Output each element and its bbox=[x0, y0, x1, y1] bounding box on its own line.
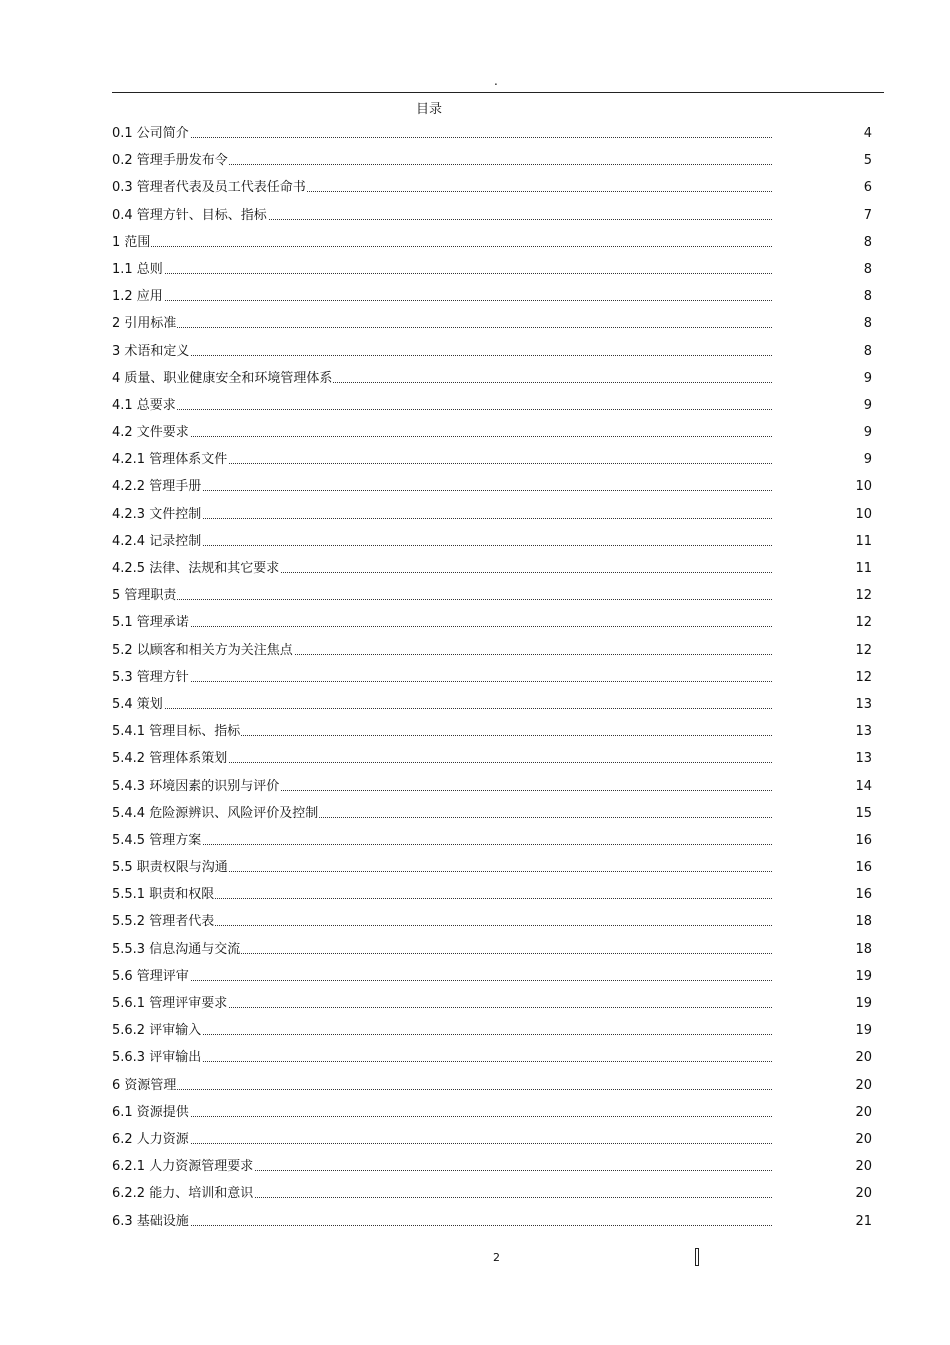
toc-entry[interactable] bbox=[112, 777, 872, 804]
toc-entry-page: 20 bbox=[855, 1104, 872, 1120]
toc-dot-leader bbox=[132, 681, 772, 682]
toc-entry-page: 9 bbox=[863, 397, 872, 413]
toc-entry-label: 5.4.4 危险源辨识、风险评价及控制 bbox=[112, 804, 319, 824]
toc-entry-label: 5 管理职责 bbox=[112, 586, 177, 606]
toc-entry-label: 4.2 文件要求 bbox=[112, 423, 190, 443]
toc-dot-leader bbox=[132, 300, 772, 301]
toc-entry[interactable] bbox=[112, 314, 872, 341]
toc-entry-page: 9 bbox=[863, 425, 872, 441]
toc-entry-label: 6.2.1 人力资源管理要求 bbox=[112, 1157, 254, 1177]
toc-entry-page: 20 bbox=[855, 1186, 872, 1202]
header-rule bbox=[112, 92, 884, 93]
toc-entry[interactable] bbox=[112, 559, 872, 586]
toc-entry[interactable] bbox=[112, 369, 872, 396]
toc-entry-label: 5.4.2 管理体系策划 bbox=[112, 749, 228, 769]
toc-entry-page: 20 bbox=[855, 1159, 872, 1175]
toc-entry[interactable] bbox=[112, 1103, 872, 1130]
toc-entry[interactable] bbox=[112, 396, 872, 423]
toc-entry-page: 6 bbox=[863, 180, 872, 196]
toc-entry-label: 5.4.3 环境因素的识别与评价 bbox=[112, 777, 280, 797]
toc-dot-leader bbox=[132, 925, 772, 926]
toc-entry-page: 8 bbox=[863, 261, 872, 277]
toc-entry-label: 5.4 策划 bbox=[112, 695, 164, 715]
toc-entry[interactable] bbox=[112, 1212, 872, 1239]
toc-dot-leader bbox=[132, 246, 772, 247]
toc-entry[interactable] bbox=[112, 994, 872, 1021]
toc-entry-page: 19 bbox=[855, 1023, 872, 1039]
toc-dot-leader bbox=[132, 1116, 772, 1117]
toc-dot-leader bbox=[132, 844, 772, 845]
toc-entry[interactable] bbox=[112, 722, 872, 749]
toc-entry-label: 6.2.2 能力、培训和意识 bbox=[112, 1184, 254, 1204]
toc-entry-page: 12 bbox=[855, 615, 872, 631]
toc-entry[interactable] bbox=[112, 940, 872, 967]
toc-entry-label: 1 范围 bbox=[112, 233, 151, 253]
text-cursor-icon bbox=[695, 1248, 699, 1266]
toc-entry-label: 2 引用标准 bbox=[112, 314, 177, 334]
toc-entry[interactable] bbox=[112, 912, 872, 939]
toc-entry[interactable] bbox=[112, 668, 872, 695]
toc-entry[interactable] bbox=[112, 532, 872, 559]
toc-entry[interactable] bbox=[112, 1021, 872, 1048]
toc-dot-leader bbox=[132, 708, 772, 709]
toc-entry[interactable] bbox=[112, 695, 872, 722]
toc-entry-label: 4.2.1 管理体系文件 bbox=[112, 450, 228, 470]
toc-entry-label: 4.1 总要求 bbox=[112, 396, 177, 416]
toc-entry[interactable] bbox=[112, 641, 872, 668]
toc-entry[interactable] bbox=[112, 505, 872, 532]
toc-entry-page: 20 bbox=[855, 1077, 872, 1093]
toc-entry[interactable] bbox=[112, 124, 872, 151]
toc-dot-leader bbox=[132, 980, 772, 981]
toc-entry-label: 5.6.2 评审输入 bbox=[112, 1021, 202, 1041]
toc-entry-page: 12 bbox=[855, 588, 872, 604]
toc-dot-leader bbox=[132, 327, 772, 328]
toc-entry-label: 4.2.4 记录控制 bbox=[112, 532, 202, 552]
toc-entry-page: 12 bbox=[855, 669, 872, 685]
toc-entry-page: 7 bbox=[863, 207, 872, 223]
toc-entry[interactable] bbox=[112, 477, 872, 504]
toc-entry-page: 16 bbox=[855, 860, 872, 876]
toc-dot-leader bbox=[132, 599, 772, 600]
toc-entry-page: 9 bbox=[863, 452, 872, 468]
toc-entry-page: 13 bbox=[855, 751, 872, 767]
toc-entry-label: 0.1 公司简介 bbox=[112, 124, 190, 144]
toc-entry-page: 20 bbox=[855, 1131, 872, 1147]
toc-entry-label: 6.3 基础设施 bbox=[112, 1212, 190, 1232]
toc-entry-page: 20 bbox=[855, 1050, 872, 1066]
toc-entry-page: 10 bbox=[855, 506, 872, 522]
toc-dot-leader bbox=[132, 898, 772, 899]
toc-entry-page: 11 bbox=[855, 561, 872, 576]
toc-dot-leader bbox=[132, 545, 772, 546]
toc-entry-page: 8 bbox=[863, 316, 872, 332]
toc-entry-label: 5.2 以顾客和相关方为关注焦点 bbox=[112, 641, 294, 661]
toc-dot-leader bbox=[132, 1034, 772, 1035]
toc-entry[interactable] bbox=[112, 1184, 872, 1211]
header-mark: . bbox=[494, 74, 498, 88]
toc-entry[interactable] bbox=[112, 260, 872, 287]
toc-entry-label: 5.5.1 职责和权限 bbox=[112, 885, 215, 905]
toc-entry[interactable] bbox=[112, 1130, 872, 1157]
toc-entry[interactable] bbox=[112, 1048, 872, 1075]
toc-dot-leader bbox=[132, 1143, 772, 1144]
toc-entry[interactable] bbox=[112, 586, 872, 613]
toc-entry[interactable] bbox=[112, 342, 872, 369]
toc-dot-leader bbox=[132, 490, 772, 491]
toc-entry-page: 5 bbox=[863, 153, 872, 169]
toc-entry-page: 19 bbox=[855, 968, 872, 984]
toc-entry-label: 5.1 管理承诺 bbox=[112, 613, 190, 633]
toc-entry-label: 4.2.2 管理手册 bbox=[112, 477, 202, 497]
toc-entry-page: 21 bbox=[855, 1213, 872, 1229]
toc-entry-page: 19 bbox=[855, 996, 872, 1011]
toc-dot-leader bbox=[132, 137, 772, 138]
toc-entry-label: 5.5.2 管理者代表 bbox=[112, 912, 215, 932]
toc-entry-label: 5.5 职责权限与沟通 bbox=[112, 858, 229, 878]
toc-entry[interactable] bbox=[112, 1157, 872, 1184]
toc-entry[interactable] bbox=[112, 423, 872, 450]
toc-entry[interactable] bbox=[112, 206, 872, 233]
toc-entry-page: 14 bbox=[855, 778, 872, 794]
toc-entry-page: 8 bbox=[863, 343, 872, 359]
toc-entry-page: 16 bbox=[855, 887, 872, 903]
toc-dot-leader bbox=[132, 409, 772, 410]
toc-entry-page: 11 bbox=[855, 533, 872, 549]
toc-entry[interactable] bbox=[112, 151, 872, 178]
toc-dot-leader bbox=[132, 1061, 772, 1062]
toc-entry[interactable] bbox=[112, 885, 872, 912]
toc-entry-label: 5.3 管理方针 bbox=[112, 668, 190, 688]
toc-entry[interactable] bbox=[112, 858, 872, 885]
toc-title: 目录 bbox=[416, 102, 443, 117]
toc-entry-page: 16 bbox=[855, 832, 872, 848]
toc-dot-leader bbox=[132, 355, 772, 356]
toc-entry-label: 1.1 总则 bbox=[112, 260, 164, 280]
table-of-contents bbox=[112, 124, 872, 1239]
toc-entry[interactable] bbox=[112, 804, 872, 831]
toc-entry-page: 18 bbox=[855, 914, 872, 930]
toc-entry-page: 13 bbox=[855, 724, 872, 740]
toc-entry-label: 5.6 管理评审 bbox=[112, 967, 190, 987]
toc-entry-page: 18 bbox=[855, 941, 872, 957]
toc-dot-leader bbox=[132, 273, 772, 274]
toc-dot-leader bbox=[132, 1089, 772, 1090]
toc-dot-leader bbox=[132, 626, 772, 627]
toc-entry-page: 9 bbox=[863, 370, 872, 386]
toc-entry-label: 6.2 人力资源 bbox=[112, 1130, 190, 1150]
toc-entry-label: 0.4 管理方针、目标、指标 bbox=[112, 206, 268, 226]
toc-entry-label: 6 资源管理 bbox=[112, 1076, 177, 1096]
toc-entry-page: 10 bbox=[855, 479, 872, 495]
toc-entry-page: 15 bbox=[855, 805, 872, 821]
toc-entry-page: 8 bbox=[863, 234, 872, 250]
toc-entry[interactable] bbox=[112, 1076, 872, 1103]
toc-entry-page: 4 bbox=[863, 126, 872, 141]
toc-entry-label: 1.2 应用 bbox=[112, 287, 164, 307]
toc-entry-label: 4.2.3 文件控制 bbox=[112, 505, 202, 525]
toc-entry-label: 5.4.1 管理目标、指标 bbox=[112, 722, 241, 742]
toc-entry-label: 5.4.5 管理方案 bbox=[112, 831, 202, 851]
toc-dot-leader bbox=[132, 1225, 772, 1226]
toc-entry-label: 5.6.1 管理评审要求 bbox=[112, 994, 228, 1014]
toc-entry-label: 5.6.3 评审输出 bbox=[112, 1048, 202, 1068]
footer-page-number: 2 bbox=[493, 1251, 500, 1264]
toc-entry-label: 3 术语和定义 bbox=[112, 342, 190, 362]
toc-entry-label: 0.3 管理者代表及员工代表任命书 bbox=[112, 178, 307, 198]
toc-entry-label: 0.2 管理手册发布令 bbox=[112, 151, 229, 171]
toc-dot-leader bbox=[132, 518, 772, 519]
toc-entry[interactable] bbox=[112, 831, 872, 858]
toc-entry-page: 12 bbox=[855, 642, 872, 658]
toc-entry-label: 6.1 资源提供 bbox=[112, 1103, 190, 1123]
toc-entry[interactable] bbox=[112, 967, 872, 994]
toc-entry[interactable] bbox=[112, 613, 872, 640]
toc-entry[interactable] bbox=[112, 749, 872, 776]
toc-entry-label: 4.2.5 法律、法规和其它要求 bbox=[112, 559, 280, 579]
toc-entry-label: 4 质量、职业健康安全和环境管理体系 bbox=[112, 369, 333, 389]
toc-entry[interactable] bbox=[112, 233, 872, 260]
toc-entry-page: 8 bbox=[863, 289, 872, 305]
toc-entry-page: 13 bbox=[855, 696, 872, 712]
toc-entry[interactable] bbox=[112, 178, 872, 205]
toc-dot-leader bbox=[132, 436, 772, 437]
toc-entry-label: 5.5.3 信息沟通与交流 bbox=[112, 940, 241, 960]
toc-entry[interactable] bbox=[112, 450, 872, 477]
toc-entry[interactable] bbox=[112, 287, 872, 314]
